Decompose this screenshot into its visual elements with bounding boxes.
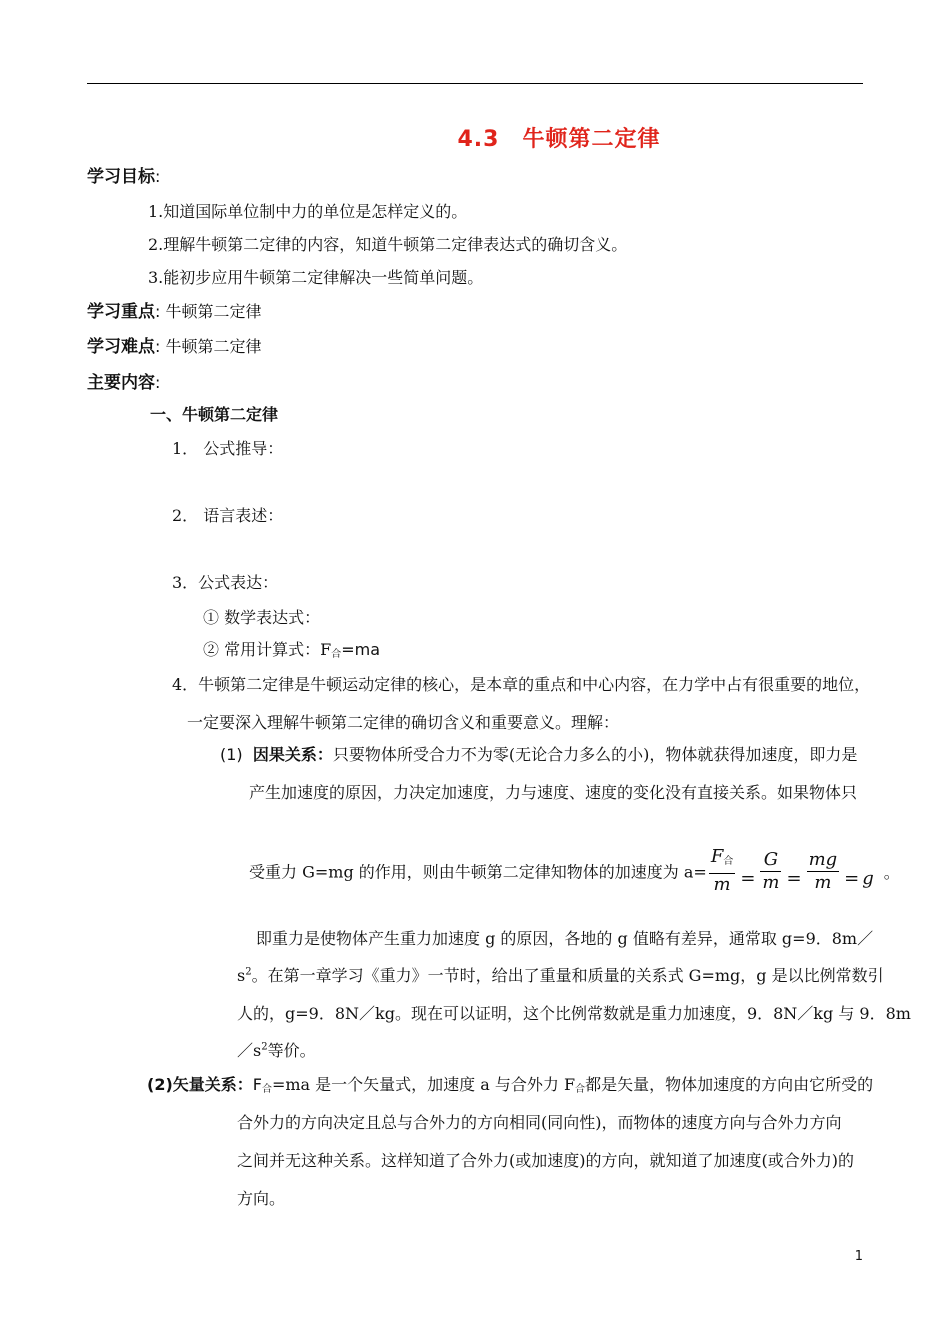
p2-line4: 方向。 bbox=[237, 1189, 286, 1208]
item-formula-expression: 3．公式表达： bbox=[172, 573, 279, 592]
fraction-mg-numerator: mg bbox=[808, 848, 838, 870]
item-formula-derivation: 1． 公式推导： bbox=[172, 439, 284, 458]
p2-subscript-1: 合 bbox=[261, 1084, 272, 1095]
main-label: 主要内容 bbox=[87, 373, 155, 393]
p1-line6: 人的，g=9．8N／kg。现在可以证明，这个比例常数就是重力加速度，9．8N／kg 与 9．8m bbox=[237, 1004, 911, 1023]
fraction-f-subscript: 合 bbox=[723, 856, 734, 867]
fraction-f-denominator: m bbox=[713, 874, 731, 895]
fraction-mg-denominator: m bbox=[814, 871, 832, 893]
p2-subscript-2: 合 bbox=[575, 1084, 586, 1095]
focus-line bbox=[87, 297, 261, 322]
common-formula-subscript: 合 bbox=[331, 649, 342, 660]
equals-2: = bbox=[786, 867, 802, 889]
p1-number: (1) bbox=[220, 745, 243, 764]
goal-item-3: 3.能初步应用牛顿第二定律解决一些简单问题。 bbox=[148, 268, 484, 287]
p1-line4: 即重力是使物体产生重力加速度 g 的原因，各地的 g 值略有差异，通常取 g=9．8m／ bbox=[256, 929, 874, 948]
fraction-f-numerator: $F_合$ bbox=[709, 846, 736, 874]
p1-line7: $/s^2$等价。 bbox=[237, 1041, 316, 1060]
main-heading bbox=[87, 368, 160, 393]
goal-item-2: 2.理解牛顿第二定律的内容，知道牛顿第二定律表达式的确切含义。 bbox=[148, 235, 628, 254]
p1-text1: 只要物体所受合力不为零(无论合力多么的小)，物体就获得加速度，即力是 bbox=[332, 745, 858, 764]
fraction-g-denominator: m bbox=[762, 871, 780, 893]
common-formula-suffix: =ma bbox=[341, 640, 380, 659]
section-heading: 一、牛顿第二定律 bbox=[150, 405, 279, 424]
p1-label: 因果关系： bbox=[252, 745, 333, 764]
item4-line1: 4．牛顿第二定律是牛顿运动定律的核心，是本章的重点和中心内容，在力学中占有很重要的地位， bbox=[172, 675, 871, 694]
p2-line2: 合外力的方向决定且总与合外力的方向相同(同向性)，而物体的速度方向与合外力方向 bbox=[237, 1113, 842, 1132]
difficulty-value: : 牛顿第二定律 bbox=[155, 337, 262, 356]
item-math-expression: ① 数学表达式： bbox=[203, 608, 321, 627]
fraction-g-numerator: G bbox=[760, 849, 781, 872]
page-title: 4.3 牛顿第二定律 bbox=[457, 127, 661, 152]
p2-line3: 之间并无这种关系。这样知道了合外力(或加速度)的方向，就知道了加速度(或合外力)的 bbox=[237, 1151, 854, 1170]
difficulty-label: 学习难点 bbox=[87, 337, 155, 357]
p1-line3 bbox=[249, 846, 900, 896]
main-colon: : bbox=[155, 373, 161, 392]
difficulty-line bbox=[87, 332, 261, 357]
header-rule bbox=[87, 83, 863, 84]
item-common-formula bbox=[203, 637, 380, 660]
focus-label: 学习重点 bbox=[87, 302, 155, 322]
fraction-f-over-m bbox=[709, 846, 736, 896]
p1-line3-end: 。 bbox=[883, 862, 900, 882]
fraction-mg-over-m bbox=[807, 849, 840, 894]
p1-line2: 产生加速度的原因，力决定加速度，力与速度、速度的变化没有直接关系。如果物体只 bbox=[249, 783, 858, 802]
p2-line1: (2)矢量关系：$F_合=ma$ 是一个矢量式，加速度 a 与合外力 $F_合$都是矢量，物体加速度的方向由它所受的 bbox=[147, 1075, 874, 1095]
focus-value: : 牛顿第二定律 bbox=[155, 302, 262, 321]
equals-3: = bbox=[844, 867, 860, 889]
page-number: 1 bbox=[854, 1249, 863, 1264]
goals-heading bbox=[87, 162, 160, 187]
p1-line1 bbox=[220, 742, 857, 765]
p1-line3-prefix: 受重力 G=mg 的作用，则由牛顿第二定律知物体的加速度为 a= bbox=[249, 862, 707, 882]
p2-label: (2)矢量关系： bbox=[147, 1075, 253, 1094]
p1-line5-sup: 2 bbox=[245, 966, 252, 978]
goal-item-1: 1.知道国际单位制中力的单位是怎样定义的。 bbox=[148, 202, 468, 221]
common-formula-prefix: ② 常用计算式：F bbox=[203, 640, 332, 659]
p1-line7-sup: 2 bbox=[261, 1041, 268, 1053]
goals-label: 学习目标 bbox=[87, 167, 155, 187]
goals-colon: : bbox=[155, 167, 161, 186]
equals-1: = bbox=[740, 867, 756, 889]
item-verbal-statement: 2． 语言表述： bbox=[172, 506, 284, 525]
p1-line5: $s^2$。在第一章学习《重力》一节时，给出了重量和质量的关系式 G=mg，g 是以比例常数引 bbox=[237, 966, 884, 985]
fraction-g-over-m bbox=[760, 849, 781, 894]
gravity-symbol: g bbox=[862, 867, 874, 889]
item4-line2: 一定要深入理解牛顿第二定律的确切含义和重要意义。理解： bbox=[187, 713, 620, 732]
